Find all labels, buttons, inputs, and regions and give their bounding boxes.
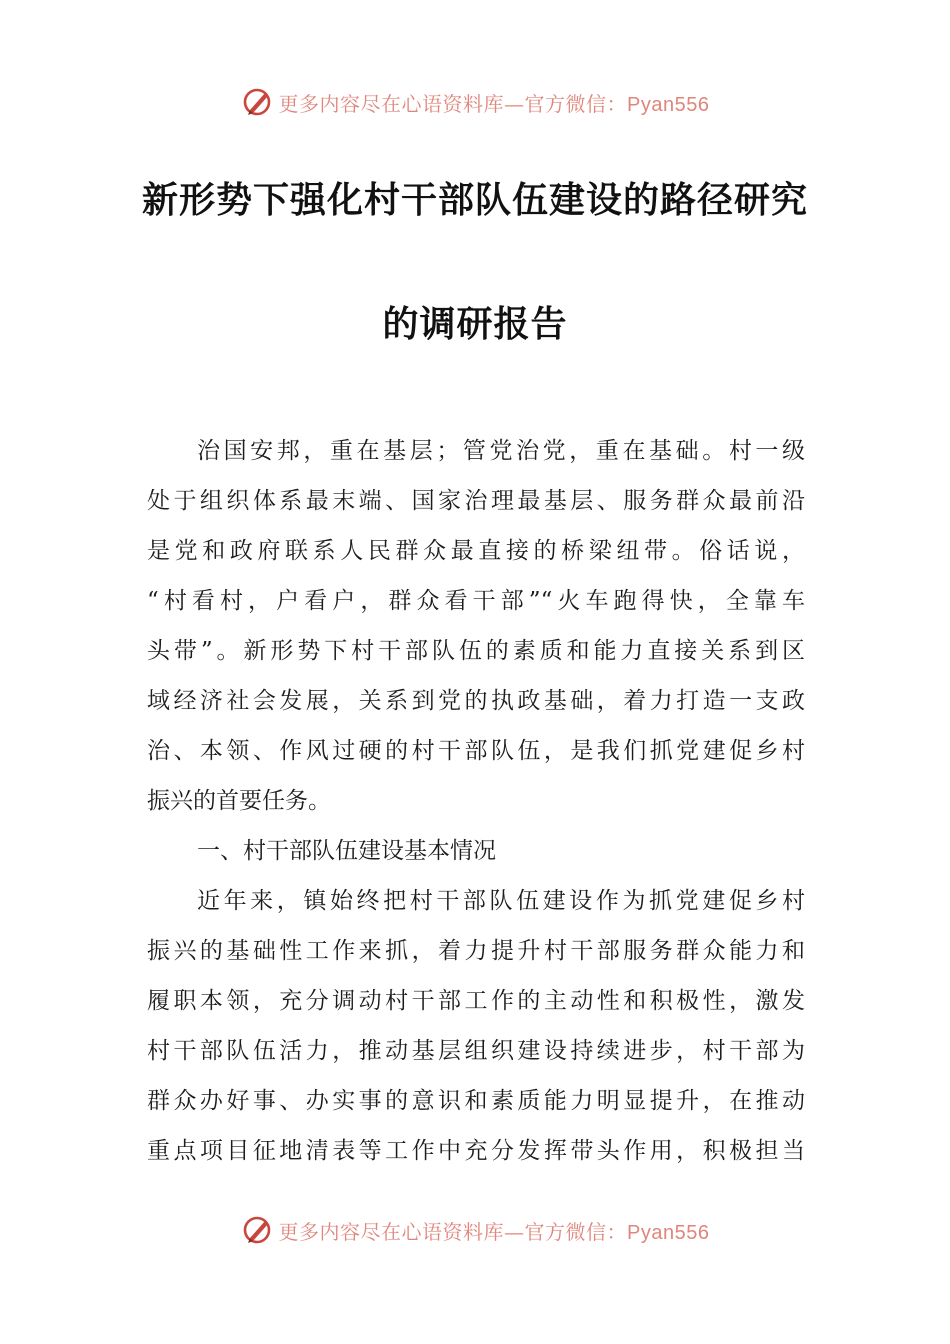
watermark-text: 更多内容尽在心语资料库—官方微信：Pyan556 [278, 91, 710, 116]
watermark-text: 更多内容尽在心语资料库—官方微信：Pyan556 [278, 1219, 710, 1244]
wechat-id: Pyan556 [627, 1221, 710, 1244]
paragraph-line: 村干部队伍活力，推动基层组织建设持续进步，村干部为 [147, 1038, 805, 1064]
paragraph-line: 振兴的首要任务。 [147, 788, 331, 814]
paragraph-line: 域经济社会发展，关系到党的执政基础，着力打造一支政 [147, 688, 805, 714]
paragraph-line: “村看村，户看户，群众看干部”“火车跑得快，全靠车 [147, 588, 805, 614]
paragraph-line: 头带”。新形势下村干部队伍的素质和能力直接关系到区 [147, 638, 805, 664]
pen-logo-icon [241, 85, 275, 119]
paragraph-line: 重点项目征地清表等工作中充分发挥带头作用，积极担当 [147, 1138, 805, 1164]
paragraph-line: 近年来，镇始终把村干部队伍建设作为抓党建促乡村 [197, 888, 805, 914]
document-title-line1: 新形势下强化村干部队伍建设的路径研究 [141, 180, 808, 221]
section-heading: 一、村干部队伍建设基本情况 [197, 838, 496, 864]
paragraph-line: 群众办好事、办实事的意识和素质能力明显提升，在推动 [147, 1088, 805, 1114]
paragraph-line: 治、本领、作风过硬的村干部队伍，是我们抓党建促乡村 [147, 738, 805, 764]
paragraph-line: 是党和政府联系人民群众最直接的桥梁纽带。俗话说， [147, 538, 805, 564]
watermark-banner-top [0, 82, 950, 122]
wechat-id: Pyan556 [627, 93, 710, 116]
pen-logo-icon [241, 1213, 275, 1247]
paragraph-line: 振兴的基础性工作来抓，着力提升村干部服务群众能力和 [147, 938, 805, 964]
document-body [147, 426, 805, 1176]
paragraph-line: 履职本领，充分调动村干部工作的主动性和积极性，激发 [147, 988, 805, 1014]
watermark-banner-bottom [0, 1210, 950, 1250]
paragraph-line: 治国安邦，重在基层；管党治党，重在基础。村一级 [197, 438, 805, 464]
document-title-line2: 的调研报告 [382, 304, 568, 345]
paragraph-line: 处于组织体系最末端、国家治理最基层、服务群众最前沿 [147, 488, 805, 514]
